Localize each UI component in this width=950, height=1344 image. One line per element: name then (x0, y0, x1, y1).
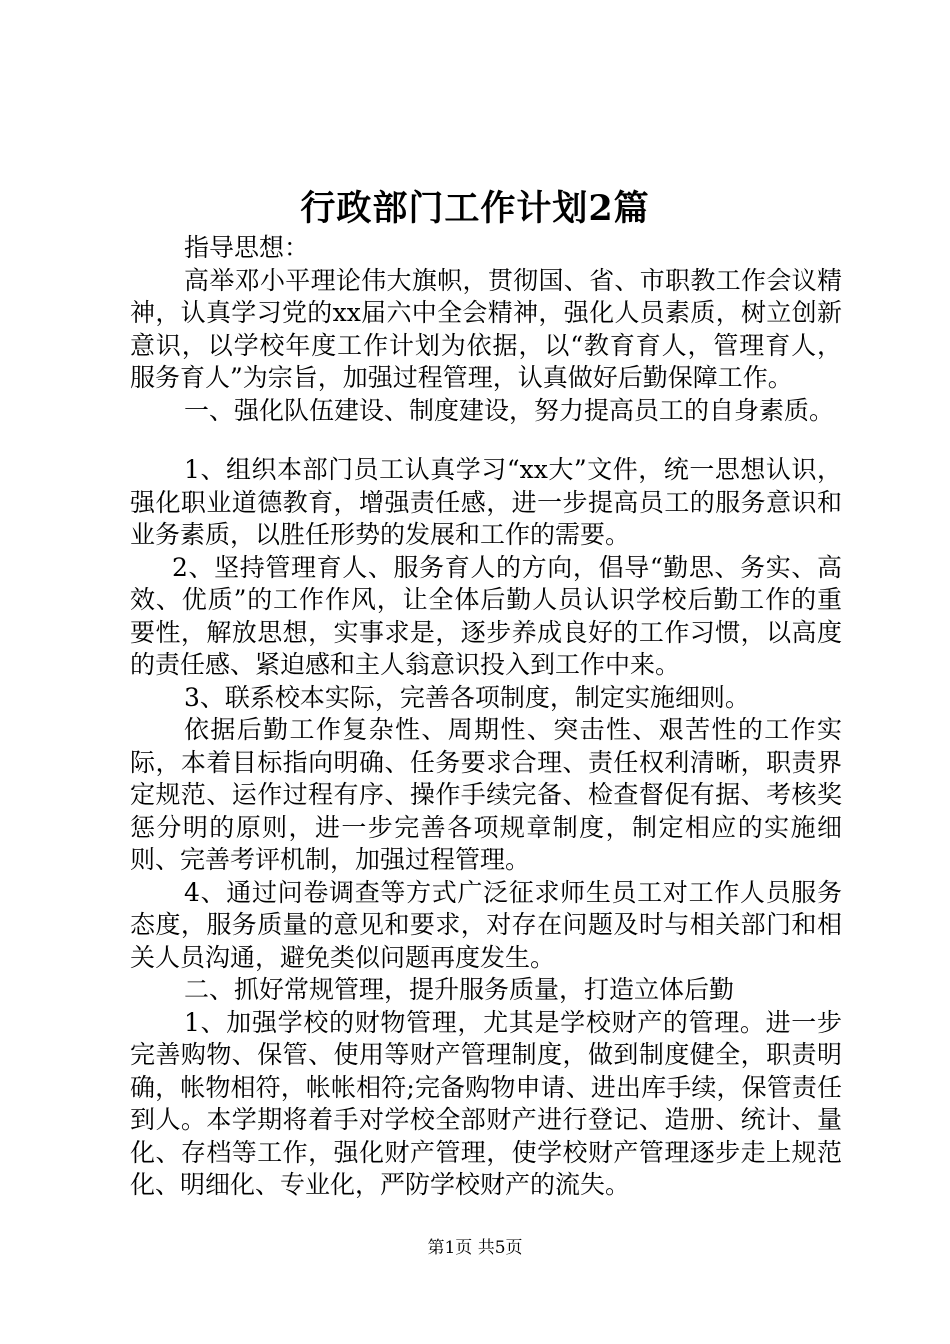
paragraph-item-1: 1、组织本部门员工认真学习“xx大”文件，统一思想认识，强化职业道德教育，增强责任感，进一步提高员工的服务意识和业务素质，以胜任形势的发展和工作的需要。 (130, 455, 842, 549)
page-total: 共5页 (477, 1238, 523, 1258)
document-title: 行政部门工作计划2篇 (300, 188, 650, 229)
paragraph-guiding-ideology: 高举邓小平理论伟大旗帜，贯彻国、省、市职教工作会议精神，认真学习党的xx届六中全会精神，强化人员素质，树立创新意识，以学校年度工作计划为依据，以“教育育人，管理育人，服务育人”为宗旨，加强过程管理，认真做好后勤保障工作。 (130, 265, 842, 392)
paragraph-item-3: 3、联系校本实际，完善各项制度，制定实施细则。 (184, 682, 750, 712)
section-heading-one: 一、强化队伍建设、制度建设，努力提高员工的自身素质。 (184, 395, 835, 425)
paragraph-item-4: 4、通过问卷调查等方式广泛征求师生员工对工作人员服务态度，服务质量的意见和要求，对存在问题及时与相关部门和相关人员沟通，避免类似问题再度发生。 (130, 877, 842, 972)
page-footer (0, 1236, 950, 1260)
paragraph-gap (130, 427, 842, 454)
paragraph-guiding-heading: 指导思想： (184, 233, 310, 262)
paragraph-item-3-detail: 依据后勤工作复杂性、周期性、突击性、艰苦性的工作实际，本着目标指向明确、任务要求合理、责任权利清晰，职责界定规范、运作过程有序、操作手续完备、检查督促有据、考核奖惩分明的原则，进一步完善各项规章制度，制定相应的实施细则、完善考评机制，加强过程管理。 (130, 715, 842, 874)
document-body (130, 232, 842, 1202)
paragraph-item-2: 2、坚持管理育人、服务育人的方向，倡导“勤思、务实、高效、优质”的工作作风，让全体后勤人员认识学校后勤工作的重要性，解放思想，实事求是，逐步养成良好的工作习惯，以高度的责任感、紧迫感和主人翁意识投入到工作中来。 (130, 552, 842, 679)
page-number: 第1页 (427, 1238, 473, 1258)
section-heading-two: 二、抓好常规管理，提升服务质量，打造立体后勤 (184, 975, 735, 1004)
paragraph-section-two-item-1: 1、加强学校的财物管理，尤其是学校财产的管理。进一步完善购物、保管、使用等财产管理制度，做到制度健全，职责明确，帐物相符，帐帐相符;完备购物申请、进出库手续，保管责任到人。本学期将着手对学校全部财产进行登记、造册、统计、量化、存档等工作，强化财产管理，使学校财产管理逐步走上规范化、明细化、专业化，严防学校财产的流失。 (130, 1007, 842, 1199)
